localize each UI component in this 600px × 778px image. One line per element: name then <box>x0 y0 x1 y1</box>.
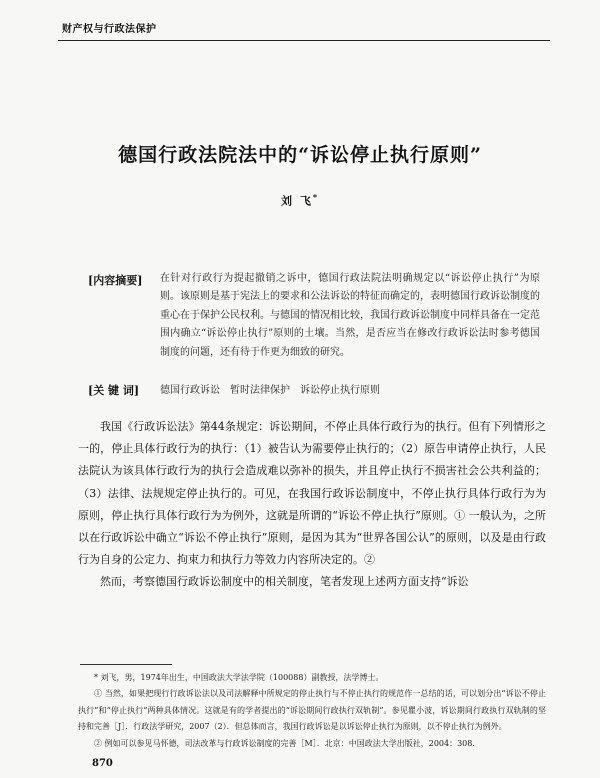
keywords-label: [关 键 词] <box>88 384 140 397</box>
author-name: 刘 飞 <box>280 194 313 208</box>
footnote-author: * 刘飞，男，1974年出生，中国政法大学法学院（100088）副教授，法学博士。 <box>94 673 384 682</box>
body-paragraph-2: 然而，考察德国行政诉讼制度中的相关制度，笔者发现上述两方面支持“诉讼 <box>100 575 469 589</box>
footnotes <box>78 670 546 752</box>
body-paragraph-1: 我国《行政诉讼法》第44条规定：诉讼期间，不停止具体行政行为的执行。但有下列情形之一的，停止具体行政行为的执行：（1）被告认为需要停止执行的；（2）原告申请停止执行，人民法院认为该具体行政行为的执行会造成难以弥补的损失，并且停止执行不损害社会公共利益的；（3）法律、法规规定停止执行的。可见，在我国行政诉讼制度中，不停止执行具体行政行为为原则，停止执行具体行政行为为例外，这就是所谓的“诉讼不停止执行”原则。① 一般认为，之所以在行政诉讼中确立“诉讼不停止执行”原则，是因为其为“世界各国公认”的原则，以及是由行政行为自身的公定力、拘束力和执行力等效力内容所决定的。② <box>78 420 546 567</box>
page-number: 870 <box>92 758 113 769</box>
header-rule <box>58 40 550 41</box>
footnote-2: ② 例如可以参见马怀德，司法改革与行政诉讼制度的完善［M］．北京：中国政法大学出版社，2004：308. <box>94 738 475 748</box>
footnote-rule <box>80 664 172 665</box>
abstract-text: 在针对行政行为提起撤销之诉中，德国行政法院法明确规定以“诉讼停止执行”为原则。该原则是基于宪法上的要求和公法诉讼的特征而确定的，表明德国行政诉讼制度的重心在于保护公民权利。与德国的情况相比较，我国行政诉讼制度中同样具备在一定范围内确立“诉讼停止执行”原则的土壤。当然，是否应当在修改行政诉讼法时参考德国制度的问题，还有待于作更为细致的研究。 <box>160 273 540 358</box>
abstract-label: [内容摘要] <box>88 274 143 287</box>
footnote-1: ① 当然，如果把现行行政诉讼法以及司法解释中所规定的停止执行与不停止执行的规范作一总结的话，可以划分出“诉讼不停止执行”和“停止执行”两种具体情况。这就是有的学者提出的“诉讼期间行政执行双轨制”。参见瞿小波，诉讼期间行政执行双轨制的坚持和完善［J］．行政法学研究，2007（2）．但总体而言，我国行政诉讼是以诉讼停止执行为原则，以不停止执行为例外。 <box>78 689 546 732</box>
author-footnote-mark: * <box>312 192 320 202</box>
body-text <box>78 416 546 594</box>
author-line <box>0 192 600 209</box>
running-header: 财产权与行政法保护 <box>62 24 157 35</box>
article-title: 德国行政法院法中的“诉讼停止执行原则” <box>118 144 482 166</box>
keywords-text: 德国行政诉讼 暂时法律保护 诉讼停止执行原则 <box>160 385 380 396</box>
